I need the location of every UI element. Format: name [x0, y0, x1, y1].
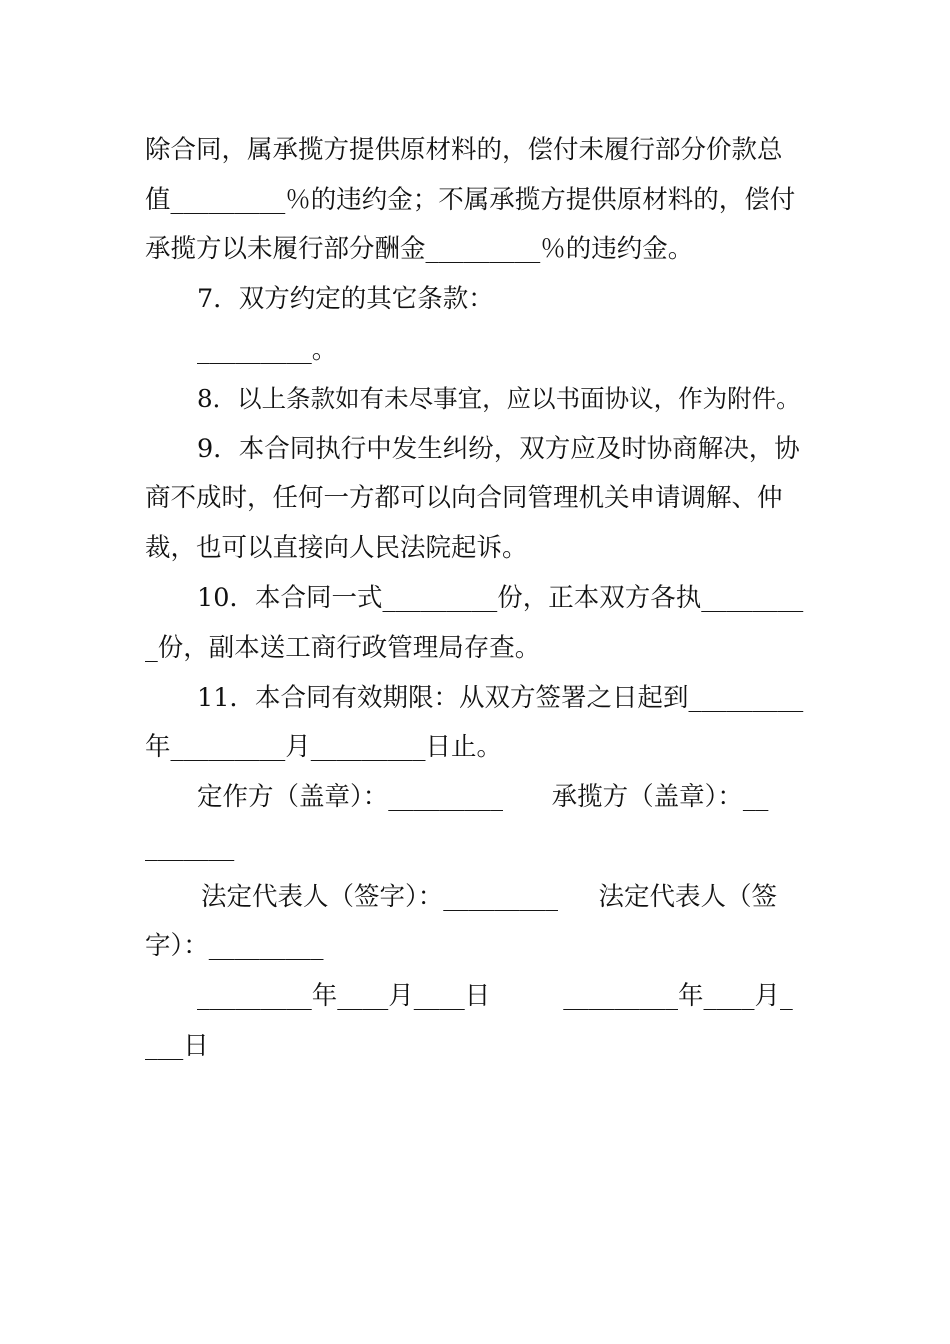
text-line-2: 值_________％的违约金；不属承揽方提供原材料的，偿付	[145, 185, 796, 215]
text-line-1: 除合同，属承揽方提供原材料的，偿付未履行部分价款总	[145, 135, 783, 165]
text-line-7: 9．本合同执行中发生纠纷，双方应及时协商解决，协	[197, 434, 800, 464]
text-line-14: 定作方（盖章）：_________ 承揽方（盖章）：__	[197, 782, 769, 812]
text-line-18: _________年____月____日 _________年____月_	[197, 981, 793, 1011]
text-line-12: 11．本合同有效期限：从双方签署之日起到_________	[197, 683, 804, 713]
text-line-13: 年_________月_________日止。	[145, 732, 503, 762]
text-line-5: _________。	[197, 335, 338, 365]
text-line-15: _______	[145, 832, 235, 862]
text-line-10: 10．本合同一式_________份，正本双方各执________	[197, 583, 804, 613]
text-line-3: 承揽方以未履行部分酬金_________％的违约金。	[145, 234, 694, 264]
text-line-6: 8．以上条款如有未尽事宜，应以书面协议，作为附件。	[197, 384, 801, 413]
text-line-11: _份，副本送工商行政管理局存查。	[145, 633, 541, 663]
text-line-17: 字）：_________	[145, 931, 324, 961]
text-line-4: 7．双方约定的其它条款：	[197, 284, 494, 314]
text-line-9: 裁，也可以直接向人民法院起诉。	[145, 533, 528, 563]
text-line-19: ___日	[145, 1031, 209, 1061]
text-line-8: 商不成时，任何一方都可以向合同管理机关申请调解、仲	[145, 483, 783, 513]
text-line-16: 法定代表人（签字）：_________ 法定代表人（签	[201, 882, 778, 912]
